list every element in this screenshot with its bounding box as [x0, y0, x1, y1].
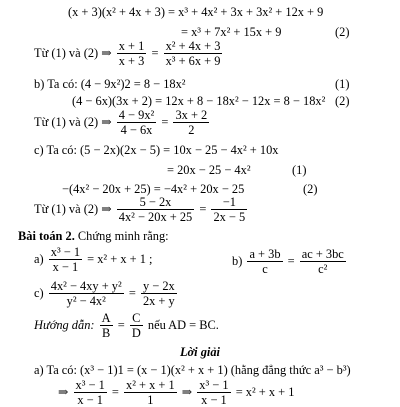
- fraction: $\frac{a + 3b}{c}$: [249, 247, 281, 277]
- fraction: $\frac{ac + 3bc}{\text{c²}}$: [301, 247, 344, 277]
- equation-line-c1: c) Ta có: (5 − 2x)(2x − 5) = 10x − 25 − 4x² + 10x: [34, 143, 279, 157]
- equation-tag: (2): [303, 182, 318, 196]
- equation-line-2: = x³ + 7x² + 15x + 9: [181, 25, 282, 39]
- claim-b: b) $\frac{a + 3b}{c}$ = $\frac{ac + 3bc}{\text{c²}}$: [232, 247, 344, 277]
- problem-title: Bài toán 2.: [18, 229, 75, 243]
- solution-line-a2: ⇒ $\frac{\text{x³ − 1}}{x - 1}$ = $\frac{\text{x² + x + 1}}{1}$ ⇒ $\frac{\text{x³ − 1}}{x - 1}$ = x² + x + 1: [58, 378, 295, 407]
- equation-tag: (2): [335, 25, 350, 39]
- problem-heading: [18, 230, 169, 242]
- conclusion-line-c: Từ (1) và (2) ⇒ $\frac{5 - 2x}{\text{4x² − 20x + 25}}$ = $\frac{-1}{2x - 5}$: [34, 195, 246, 225]
- equation-line-1: (x + 3)(x² + 4x + 3) = x³ + 4x² + 3x + 3x² + 12x + 9: [68, 5, 324, 19]
- hint-label: Hướng dẫn:: [34, 317, 95, 332]
- equation-line-c2: = 20x − 25 − 4x²: [167, 163, 251, 177]
- hint-line: Hướng dẫn: $\frac{A}{B}$ = $\frac{C}{D}$ nếu AD = BC.: [34, 311, 219, 341]
- conclusion-prefix: Từ (1) và (2) ⇒: [34, 45, 112, 60]
- fraction: $\frac{\text{4 − 9x²}}{4 - 6x}$: [118, 108, 155, 138]
- equation-line-b2: (4 − 6x)(3x + 2) = 12x + 8 − 18x² − 12x = 8 − 18x²: [72, 94, 326, 108]
- fraction: $\frac{y - 2x}{2x + y}$: [142, 279, 175, 309]
- conclusion-prefix: Từ (1) và (2) ⇒: [34, 114, 112, 129]
- fraction: $\frac{\text{x³ − 1}}{x - 1}$: [75, 378, 105, 407]
- fraction: $\frac{C}{D}$: [131, 311, 141, 341]
- equation-line-b1: b) Ta có: (4 − 9x²)2 = 8 − 18x²: [34, 77, 186, 91]
- fraction: $\frac{\text{x³ − 1}}{x - 1}$: [199, 378, 229, 407]
- claim-c: c) $\frac{\text{4x² − 4xy + y²}}{\text{y² − 4x²}}$ = $\frac{y - 2x}{2x + y}$: [34, 279, 175, 309]
- fraction: $\frac{-1}{2x - 5}$: [213, 195, 246, 225]
- solution-title: Lời giải: [179, 345, 221, 359]
- conclusion-line-a: Từ (1) và (2) ⇒ $\frac{x + 1}{x + 3}$ = $\frac{\text{x² + 4x + 3}}{\text{x³ + 6x + 9}}$: [34, 39, 221, 69]
- fraction: $\frac{x + 1}{x + 3}$: [118, 39, 145, 69]
- conclusion-prefix: Từ (1) và (2) ⇒: [34, 201, 112, 216]
- fraction: $\frac{\text{x² + x + 1}}{1}$: [126, 378, 175, 407]
- equation-tag: (1): [335, 77, 350, 91]
- conclusion-line-b: Từ (1) và (2) ⇒ $\frac{\text{4 − 9x²}}{4 - 6x}$ = $\frac{3x + 2}{2}$: [34, 108, 208, 138]
- equation-line-c3: −(4x² − 20x + 25) = −4x² + 20x − 25: [62, 182, 245, 196]
- fraction: $\frac{A}{B}$: [101, 311, 111, 341]
- solution-line-a1: a) Ta có: (x³ − 1)1 = (x − 1)(x² + x + 1) (hằng đẳng thức a³ − b³): [34, 363, 351, 377]
- equation-tag: (2): [335, 94, 350, 108]
- fraction: $\frac{\text{x² + 4x + 3}}{\text{x³ + 6x + 9}}$: [165, 39, 221, 69]
- fraction: $\frac{\text{4x² − 4xy + y²}}{\text{y² − 4x²}}$: [50, 279, 122, 309]
- equation-tag: (1): [292, 163, 307, 177]
- fraction: $\frac{5 - 2x}{\text{4x² − 20x + 25}}$: [118, 195, 193, 225]
- fraction: $\frac{3x + 2}{2}$: [175, 108, 208, 138]
- problem-statement: Chứng minh rằng:: [77, 229, 169, 243]
- fraction: $\frac{\text{x³ − 1}}{x - 1}$: [50, 245, 81, 275]
- claim-a: a) $\frac{\text{x³ − 1}}{x - 1}$ = x² + x + 1 ;: [34, 245, 153, 275]
